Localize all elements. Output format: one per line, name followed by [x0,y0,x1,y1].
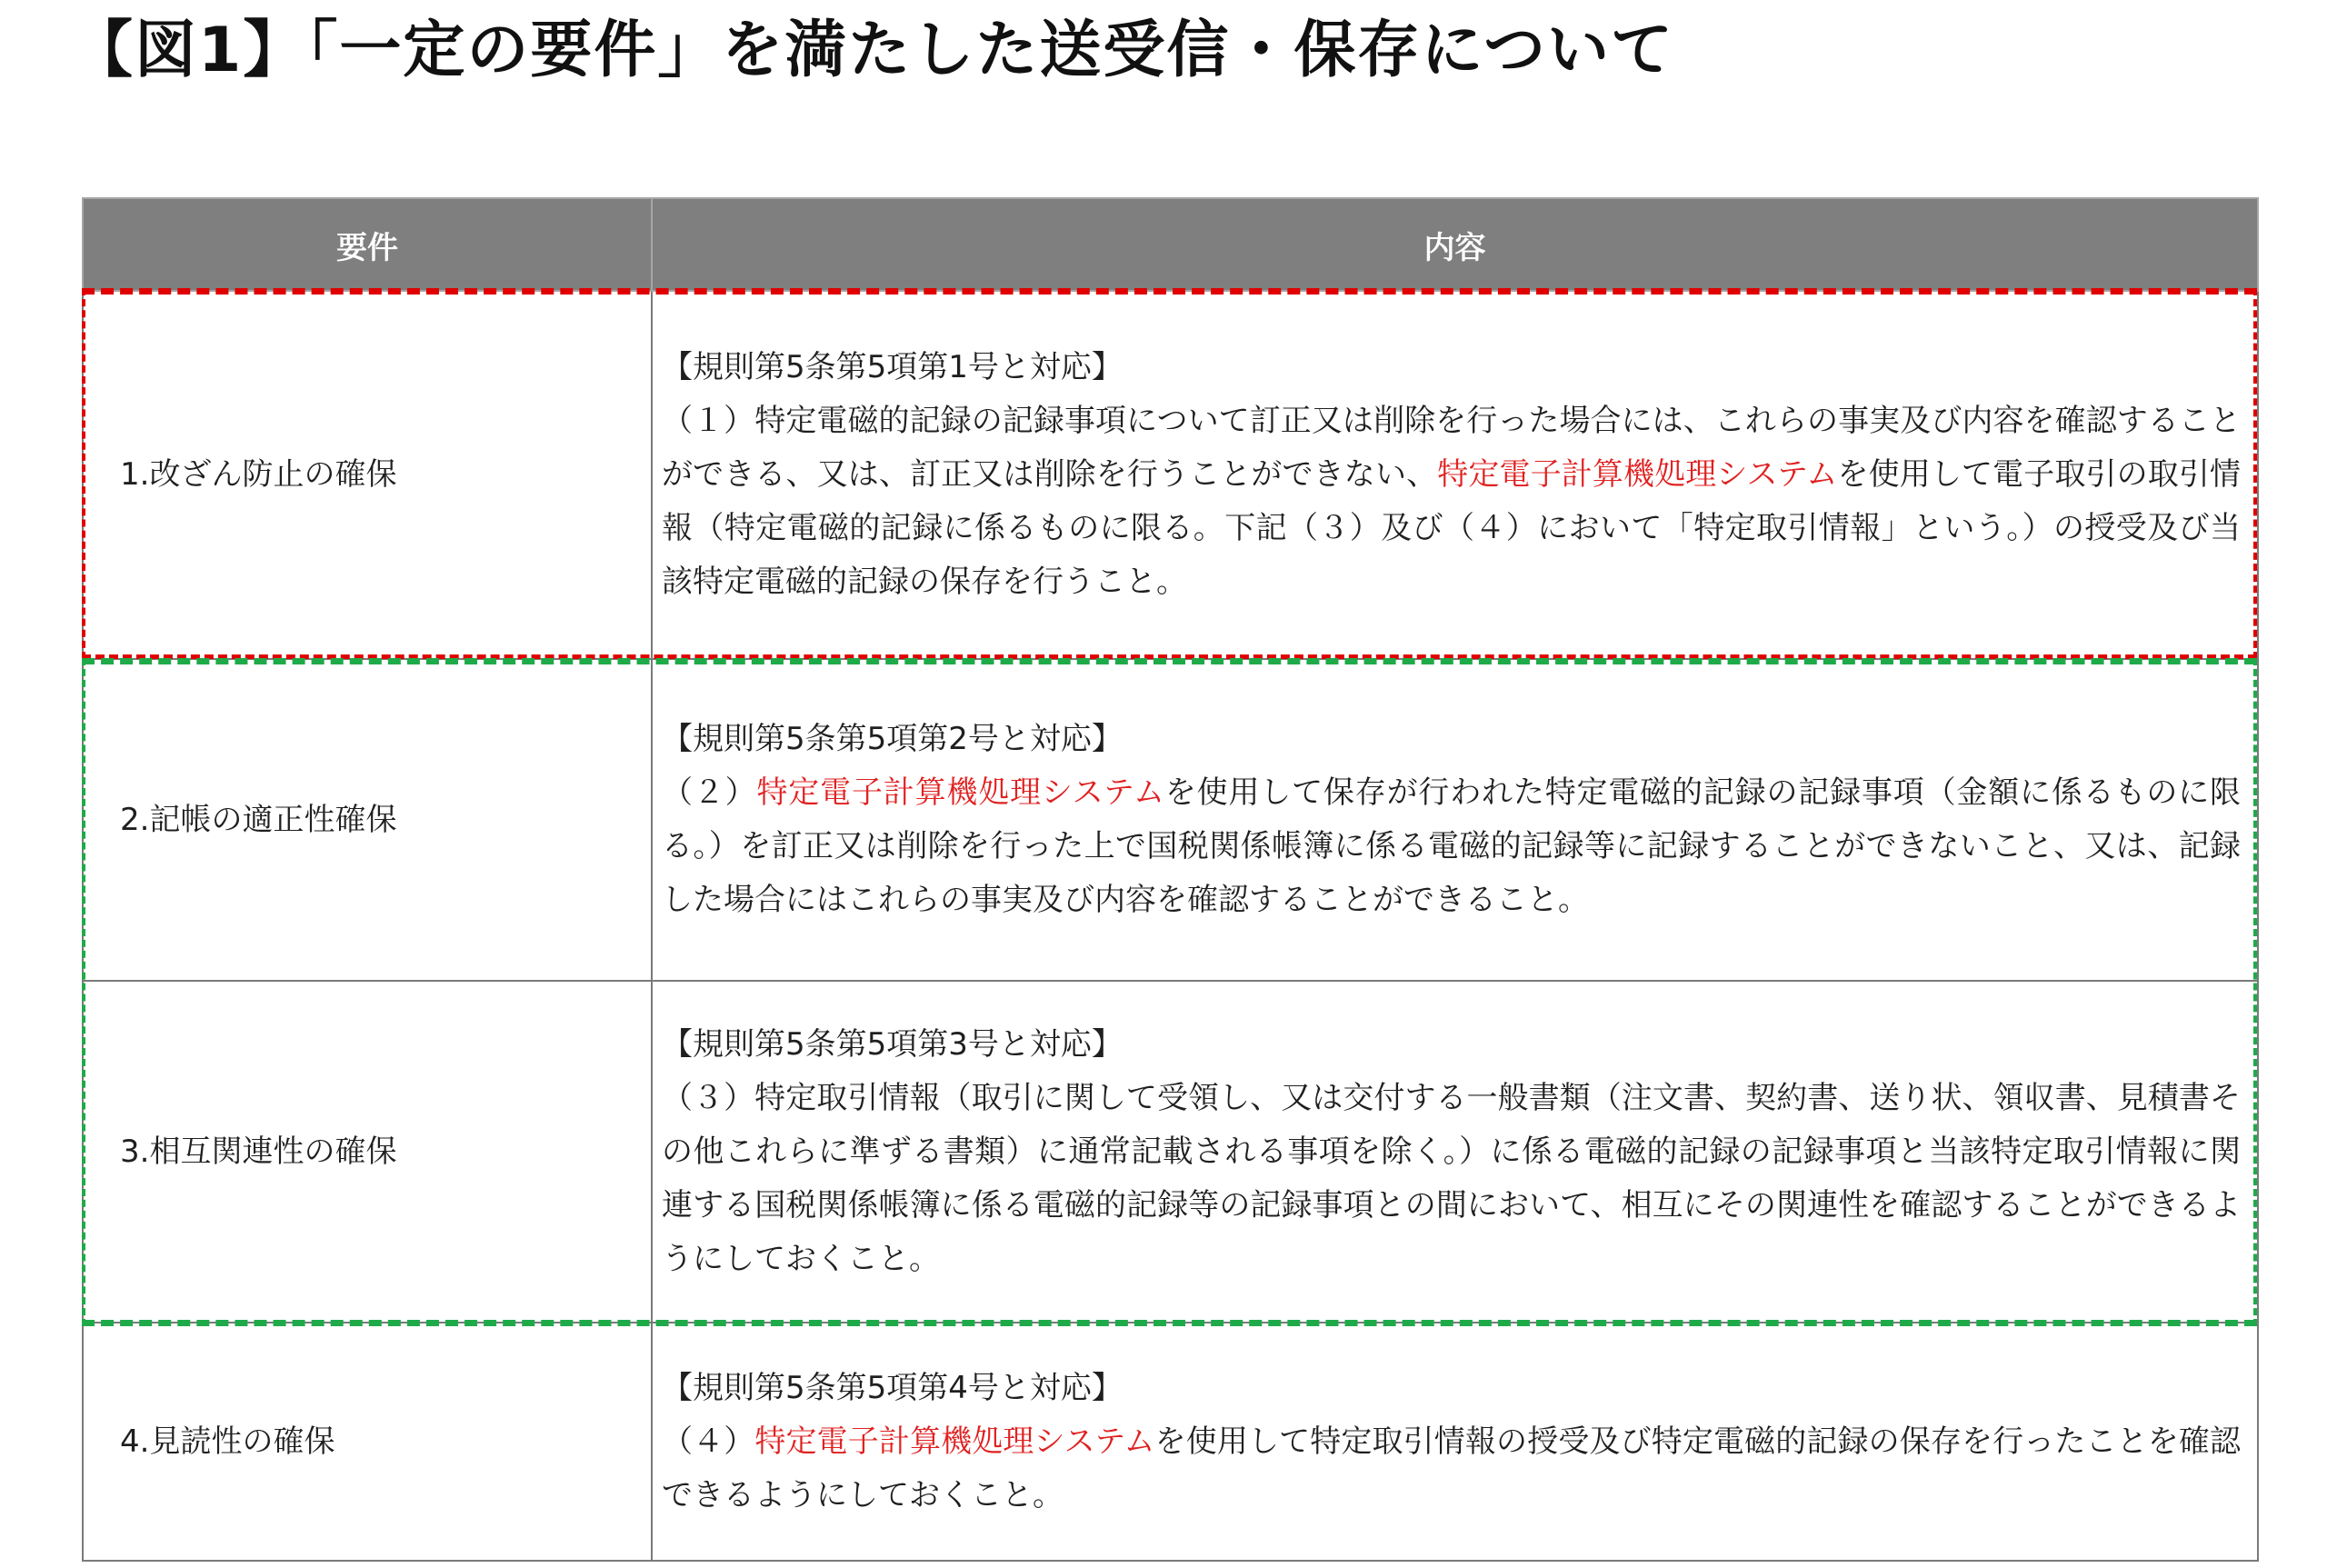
highlighted-term: 特定電子計算機処理システム [1437,456,1838,493]
content-segment: を使用して特定取引情報の授受及び特定電磁的記録の保存を行ったことを確認できるようにしておくこと。 [662,1423,2241,1513]
highlighted-term: 特定電子計算機処理システム [756,774,1165,811]
table-row [83,1323,2258,1561]
requirement-name: 2.記帳の適正性確保 [83,659,652,981]
table-row [83,981,2258,1323]
content-text [662,766,2241,927]
rule-reference: 【規則第5条第5項第1号と対応】 [662,349,1123,385]
rule-reference: 【規則第5条第5項第4号と対応】 [662,1369,1123,1406]
highlighted-term: 特定電子計算機処理システム [754,1423,1155,1460]
requirements-table-container [82,197,2257,1558]
page-title: 【図1】「一定の要件」を満たした送受信・保存について [71,15,1674,86]
requirement-content [652,659,2258,981]
content-segment: （４） [662,1423,755,1460]
content-text [662,1415,2241,1523]
requirement-content [652,1323,2258,1561]
header-requirement: 要件 [83,198,652,291]
table-header-row [83,198,2258,291]
requirement-name: 4.見読性の確保 [83,1323,652,1561]
requirement-name: 1.改ざん防止の確保 [83,291,652,659]
requirement-content [652,981,2258,1323]
content-text [662,394,2241,609]
requirement-name: 3.相互関連性の確保 [83,981,652,1323]
requirements-table [82,197,2259,1562]
table-row [83,291,2258,659]
content-segment: を使用して保存が行われた特定電磁的記録の記録事項（金額に係るものに限る。）を訂正又は削除を行った上で国税関係帳簿に係る電磁的記録等に記録することができないこと、又は、記録した場合にはこれらの事実及び内容を確認することができること。 [662,774,2242,918]
content-segment: （１）特定電磁的記録の記録事項について訂正又は削除を行った場合には、これらの事実及び内容を確認することができる、又は、訂正又は削除を行うことができない、 [662,403,2241,493]
rule-reference: 【規則第5条第5項第3号と対応】 [662,1025,1123,1063]
content-segment: を使用して電子取引の取引情報（特定電磁的記録に係るものに限る。下記（３）及び（４）において「特定取引情報」という。）の授受及び当該特定電磁的記録の保存を行うこと。 [662,456,2242,600]
content-text [662,1072,2241,1286]
table-row [83,659,2258,981]
requirement-content [652,291,2258,659]
content-segment: （２） [662,774,757,811]
content-segment: （３）特定取引情報（取引に関して受領し、又は交付する一般書類（注文書、契約書、送り状、領収書、見積書その他これらに準ずる書類）に通常記載される事項を除く。）に係る電磁的記録の記録事項と当該特定取引情報に関連する国税関係帳簿に係る電磁的記録等の記録事項との間において、相互にその関連性を確認することができるようにしておくこと。 [662,1079,2241,1277]
header-content: 内容 [652,198,2258,291]
rule-reference: 【規則第5条第5項第2号と対応】 [662,721,1123,757]
